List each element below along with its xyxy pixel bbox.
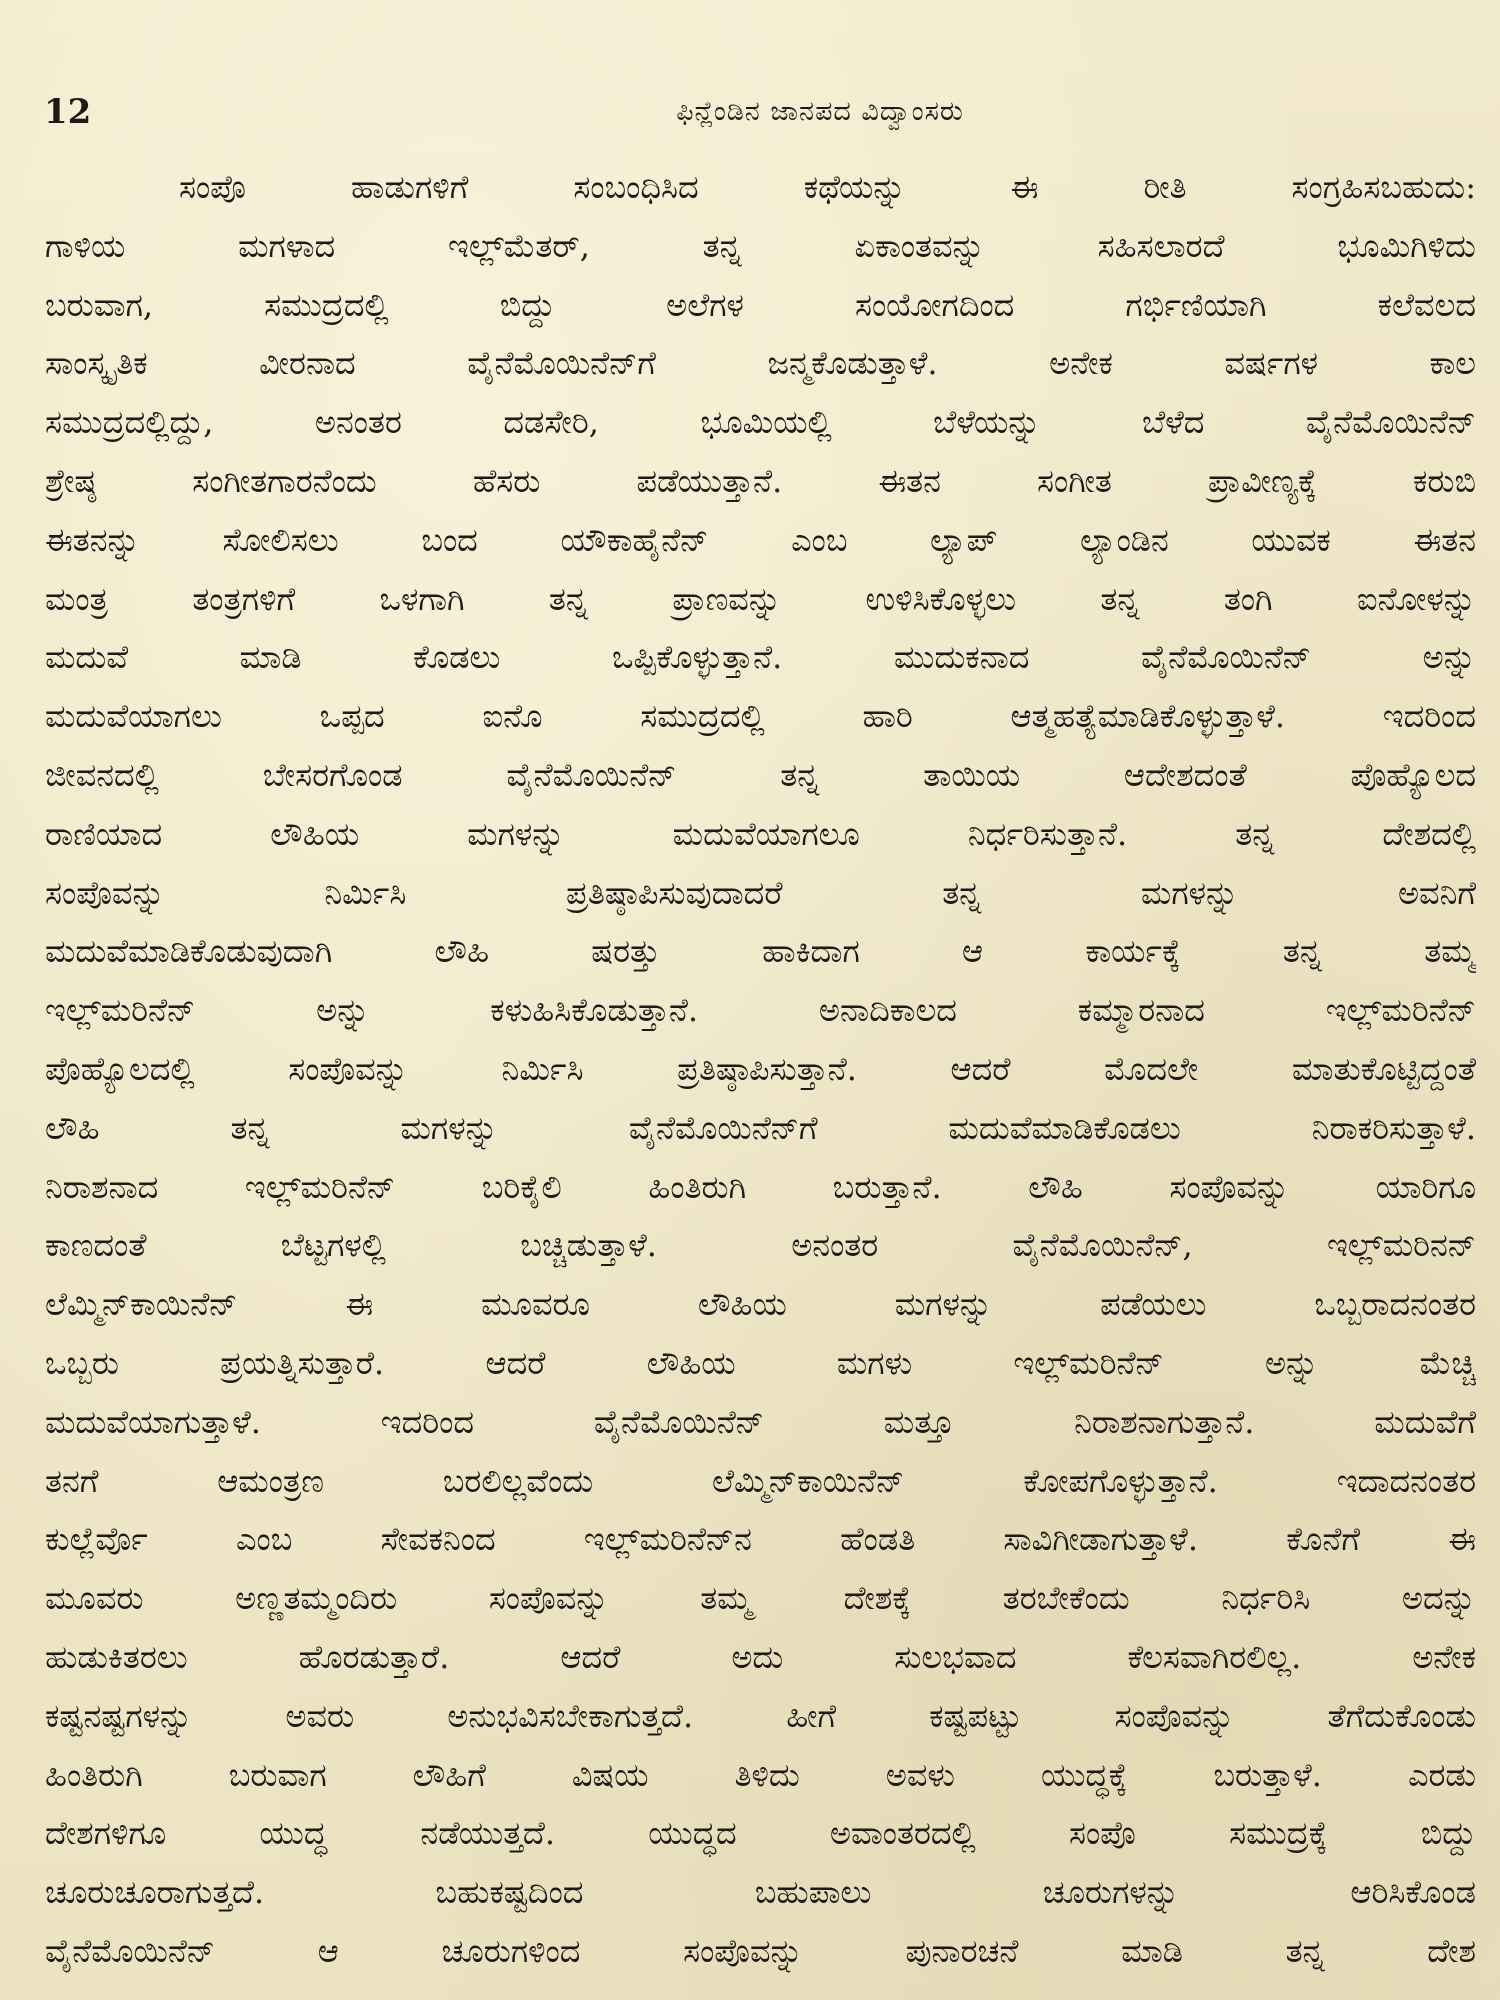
text-line: ಲೌಹಿ ತನ್ನ ಮಗಳನ್ನು ವೈನೆಮೊಯಿನೆನ್‌ಗೆ ಮದುವೆಮಾಡಿಕೊಡಲು ನಿರಾಕರಿಸುತ್ತಾಳೆ. [45, 1108, 1476, 1147]
text-line: ವೈನೆಮೊಯಿನೆನ್ ಆ ಚೂರುಗಳಿಂದ ಸಂಪೊವನ್ನು ಪುನಾರಚನೆ ಮಾಡಿ ತನ್ನ ದೇಶ [45, 1931, 1476, 1970]
text-line: ಮದುವೆಯಾಗಲು ಒಪ್ಪದ ಐನೊ ಸಮುದ್ರದಲ್ಲಿ ಹಾರಿ ಆತ್ಮಹತ್ಯೆಮಾಡಿಕೊಳ್ಳುತ್ತಾಳೆ. ಇದರಿಂದ [45, 697, 1476, 736]
text-line: ಮೂವರು ಅಣ್ಣತಮ್ಮಂದಿರು ಸಂಪೊವನ್ನು ತಮ್ಮ ದೇಶಕ್ಕೆ ತರಬೇಕೆಂದು ನಿರ್ಧರಿಸಿ ಅದನ್ನು [45, 1579, 1476, 1618]
text-line: ಬರುವಾಗ, ಸಮುದ್ರದಲ್ಲಿ ಬಿದ್ದು ಅಲೆಗಳ ಸಂಯೋಗದಿಂದ ಗರ್ಭಿಣಿಯಾಗಿ ಕಲೆವಲದ [45, 285, 1476, 324]
text-line: ರಾಣಿಯಾದ ಲೌಹಿಯ ಮಗಳನ್ನು ಮದುವೆಯಾಗಲೂ ನಿರ್ಧರಿಸುತ್ತಾನೆ. ತನ್ನ ದೇಶದಲ್ಲಿ [45, 814, 1476, 853]
text-line: ಸಂಪೊ ಹಾಡುಗಳಿಗೆ ಸಂಬಂಧಿಸಿದ ಕಥೆಯನ್ನು ಈ ರೀತಿ ಸಂಗ್ರಹಿಸಬಹುದು: [179, 168, 1476, 206]
text-line: ಇಲ್ಲ್‌ಮರಿನೆನ್ ಅನ್ನು ಕಳುಹಿಸಿಕೊಡುತ್ತಾನೆ. ಅನಾದಿಕಾಲದ ಕಮ್ಮಾರನಾದ ಇಲ್ಲ್‌ಮರಿನೆನ್ [45, 991, 1476, 1030]
text-line: ಸಂಪೊವನ್ನು ನಿರ್ಮಿಸಿ ಪ್ರತಿಷ್ಠಾಪಿಸುವುದಾದರೆ ತನ್ನ ಮಗಳನ್ನು ಅವನಿಗೆ [45, 873, 1476, 912]
text-line: ತನಗೆ ಆಮಂತ್ರಣ ಬರಲಿಲ್ಲವೆಂದು ಲೆಮ್ಮಿನ್‌ಕಾಯಿನೆನ್ ಕೋಪಗೊಳ್ಳುತ್ತಾನೆ. ಇದಾದನಂತರ [45, 1461, 1476, 1500]
text-line: ಸಮುದ್ರದಲ್ಲಿದ್ದು, ಅನಂತರ ದಡಸೇರಿ, ಭೂಮಿಯಲ್ಲಿ ಬೆಳೆಯನ್ನು ಬೆಳೆದ ವೈನೆಮೊಯಿನೆನ್ [45, 403, 1476, 442]
text-line: ಚೂರುಚೂರಾಗುತ್ತದೆ. ಬಹುಕಷ್ಟದಿಂದ ಬಹುಪಾಲು ಚೂರುಗಳನ್ನು ಆರಿಸಿಕೊಂಡ [45, 1873, 1476, 1912]
text-line: ಜೀವನದಲ್ಲಿ ಬೇಸರಗೊಂಡ ವೈನೆಮೊಯಿನೆನ್ ತನ್ನ ತಾಯಿಯ ಆದೇಶದಂತೆ ಪೊಹ್ಯೊಲದ [45, 755, 1476, 794]
body-paragraph [45, 158, 1476, 1981]
text-line: ಮದುವೆಮಾಡಿಕೊಡುವುದಾಗಿ ಲೌಹಿ ಷರತ್ತು ಹಾಕಿದಾಗ ಆ ಕಾರ್ಯಕ್ಕೆ ತನ್ನ ತಮ್ಮ [45, 932, 1476, 971]
running-title: ಫಿನ್ಲೆಂಡಿನ ಜಾನಪದ ವಿದ್ವಾಂಸರು [676, 96, 964, 127]
text-line: ಪೊಹ್ಯೊಲದಲ್ಲಿ ಸಂಪೊವನ್ನು ನಿರ್ಮಿಸಿ ಪ್ರತಿಷ್ಠಾಪಿಸುತ್ತಾನೆ. ಆದರೆ ಮೊದಲೇ ಮಾತುಕೊಟ್ಟಿದ್ದಂತೆ [45, 1049, 1476, 1088]
page-number: 12 [44, 92, 92, 132]
text-line: ಶ್ರೇಷ್ಠ ಸಂಗೀತಗಾರನೆಂದು ಹೆಸರು ಪಡೆಯುತ್ತಾನೆ. ಈತನ ಸಂಗೀತ ಪ್ರಾವೀಣ್ಯಕ್ಕೆ ಕರುಬಿ [45, 461, 1476, 500]
text-line: ದೇಶಗಳಿಗೂ ಯುದ್ಧ ನಡೆಯುತ್ತದೆ. ಯುದ್ಧದ ಅವಾಂತರದಲ್ಲಿ ಸಂಪೊ ಸಮುದ್ರಕ್ಕೆ ಬಿದ್ದು [45, 1814, 1476, 1853]
text-line: ಸಾಂಸ್ಕೃತಿಕ ವೀರನಾದ ವೈನೆಮೊಯಿನೆನ್‌ಗೆ ಜನ್ಮಕೊಡುತ್ತಾಳೆ. ಅನೇಕ ವರ್ಷಗಳ ಕಾಲ [45, 344, 1476, 383]
text-line: ಮದುವೆಯಾಗುತ್ತಾಳೆ. ಇದರಿಂದ ವೈನೆಮೊಯಿನೆನ್ ಮತ್ತೂ ನಿರಾಶನಾಗುತ್ತಾನೆ. ಮದುವೆಗೆ [45, 1402, 1476, 1441]
text-line: ಲೆಮ್ಮಿನ್‌ಕಾಯಿನೆನ್ ಈ ಮೂವರೂ ಲೌಹಿಯ ಮಗಳನ್ನು ಪಡೆಯಲು ಒಬ್ಬರಾದನಂತರ [45, 1285, 1476, 1324]
text-line: ಒಬ್ಬರು ಪ್ರಯತ್ನಿಸುತ್ತಾರೆ. ಆದರೆ ಲೌಹಿಯ ಮಗಳು ಇಲ್ಲ್‌ಮರಿನೆನ್ ಅನ್ನು ಮೆಚ್ಚಿ [45, 1343, 1476, 1382]
text-line: ಹುಡುಕಿತರಲು ಹೊರಡುತ್ತಾರೆ. ಆದರೆ ಅದು ಸುಲಭವಾದ ಕೆಲಸವಾಗಿರಲಿಲ್ಲ. ಅನೇಕ [45, 1637, 1476, 1676]
text-line: ಗಾಳಿಯ ಮಗಳಾದ ಇಲ್ಲ್‌ಮೆತರ್, ತನ್ನ ಏಕಾಂತವನ್ನು ಸಹಿಸಲಾರದೆ ಭೂಮಿಗಿಳಿದು [45, 226, 1476, 265]
text-line: ಮಂತ್ರ ತಂತ್ರಗಳಿಗೆ ಒಳಗಾಗಿ ತನ್ನ ಪ್ರಾಣವನ್ನು ಉಳಿಸಿಕೊಳ್ಳಲು ತನ್ನ ತಂಗಿ ಐನೋಳನ್ನು [45, 579, 1476, 618]
text-line: ಕಾಣದಂತೆ ಬೆಟ್ಟಗಳಲ್ಲಿ ಬಚ್ಚಿಡುತ್ತಾಳೆ. ಅನಂತರ ವೈನೆಮೊಯಿನೆನ್, ಇಲ್ಲ್‌ಮರಿನನ್ [45, 1226, 1476, 1265]
text-line: ಕಷ್ಟನಷ್ಟಗಳನ್ನು ಅವರು ಅನುಭವಿಸಬೇಕಾಗುತ್ತದೆ. ಹೀಗೆ ಕಷ್ಟಪಟ್ಟು ಸಂಪೊವನ್ನು ತೆಗೆದುಕೊಂಡು [45, 1696, 1476, 1735]
text-line: ಹಿಂತಿರುಗಿ ಬರುವಾಗ ಲೌಹಿಗೆ ವಿಷಯ ತಿಳಿದು ಅವಳು ಯುದ್ಧಕ್ಕೆ ಬರುತ್ತಾಳೆ. ಎರಡು [45, 1755, 1476, 1794]
text-line: ನಿರಾಶನಾದ ಇಲ್ಲ್‌ಮರಿನೆನ್ ಬರಿಕೈಲಿ ಹಿಂತಿರುಗಿ ಬರುತ್ತಾನೆ. ಲೌಹಿ ಸಂಪೊವನ್ನು ಯಾರಿಗೂ [45, 1167, 1476, 1206]
text-line: ಕುಲ್ಲೆರ್ವೊ ಎಂಬ ಸೇವಕನಿಂದ ಇಲ್ಲ್‌ಮರಿನೆನ್‌ನ ಹೆಂಡತಿ ಸಾವಿಗೀಡಾಗುತ್ತಾಳೆ. ಕೊನೆಗೆ ಈ [45, 1520, 1476, 1559]
text-line: ಈತನನ್ನು ಸೋಲಿಸಲು ಬಂದ ಯೌಕಾಹೈನೆನ್ ಎಂಬ ಲ್ಯಾಪ್ ಲ್ಯಾಂಡಿನ ಯುವಕ ಈತನ [45, 520, 1476, 559]
text-line: ಮದುವೆ ಮಾಡಿ ಕೊಡಲು ಒಪ್ಪಿಕೊಳ್ಳುತ್ತಾನೆ. ಮುದುಕನಾದ ವೈನೆಮೊಯಿನೆನ್ ಅನ್ನು [45, 638, 1476, 677]
